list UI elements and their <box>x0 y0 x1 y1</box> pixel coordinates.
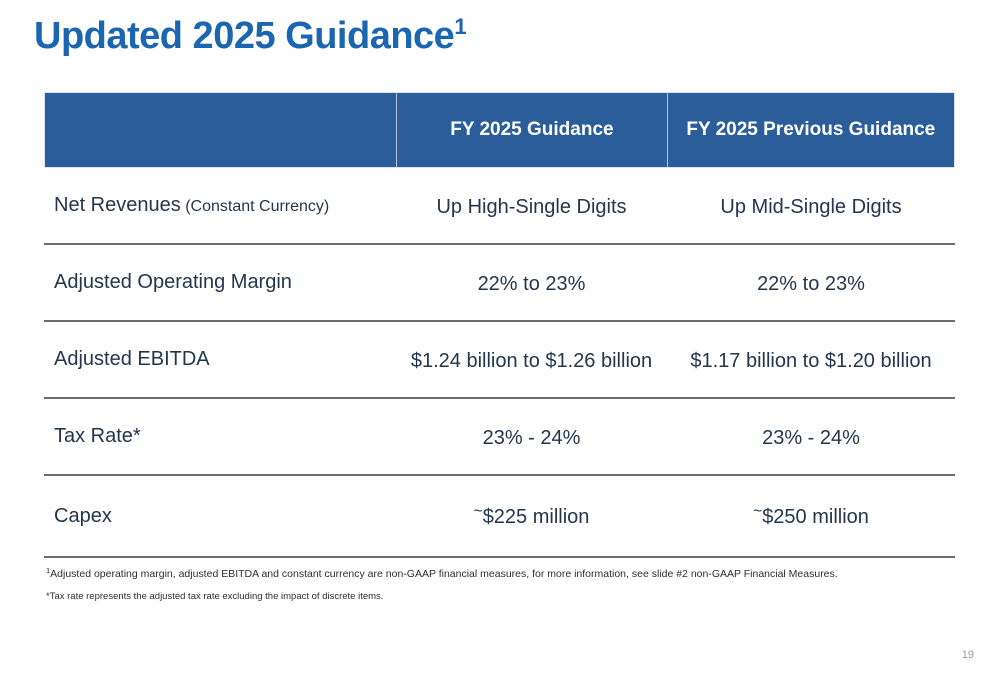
guidance-value: Up High-Single Digits <box>436 195 627 218</box>
previous-guidance-value: 22% to 23% <box>757 272 865 295</box>
row-label: Net Revenues (Constant Currency) <box>54 194 330 216</box>
guidance-value: $1.24 billion to $1.26 billion <box>410 349 653 372</box>
table-row-net-revenues <box>44 168 955 245</box>
previous-guidance-value: Up Mid-Single Digits <box>720 195 902 218</box>
row-label: Capex <box>54 504 112 527</box>
guidance-value: 23% - 24% <box>482 426 581 449</box>
row-label: Adjusted Operating Margin <box>54 271 292 293</box>
page-title <box>34 14 466 58</box>
table-row-adjusted-ebitda <box>44 322 955 399</box>
page-number: 19 <box>961 649 974 661</box>
footnote-tax-rate: *Tax rate represents the adjusted tax rate excluding the impact of discrete items. <box>46 591 384 602</box>
page-title-superscript: 1 <box>454 14 467 39</box>
header-cell-metric <box>45 93 396 167</box>
row-label: Tax Rate* <box>54 425 141 447</box>
previous-guidance-value: 23% - 24% <box>762 426 860 449</box>
header-cell-guidance: FY 2025 Guidance <box>396 93 666 167</box>
guidance-value: 22% to 23% <box>477 272 586 295</box>
page-title-text: Updated 2025 Guidance <box>34 15 455 57</box>
previous-guidance-value: $1.17 billion to $1.20 billion <box>690 349 932 372</box>
previous-guidance-value: ~$250 million <box>753 503 869 528</box>
guidance-value: ~$225 million <box>473 503 590 528</box>
footnote-non-gaap: $^1$Adjusted operating margin, adjusted EBITDA and constant currency are non-GAAP financial measures, for more information, see slide #2 non-GAAP Financial Measures. <box>46 566 838 580</box>
approx-tilde: ~ <box>753 503 763 520</box>
table-row-capex <box>44 476 955 558</box>
row-label-note: (Constant Currency) <box>180 198 330 215</box>
table-row-tax-rate <box>44 399 955 476</box>
footnote-superscript: 1 <box>46 566 51 575</box>
table-header-row <box>44 92 955 168</box>
footnote-marker: * <box>46 591 50 602</box>
header-cell-previous-guidance: FY 2025 Previous Guidance <box>667 93 954 167</box>
table-row-adjusted-operating-margin <box>44 245 955 322</box>
row-label: Adjusted EBITDA <box>54 348 210 370</box>
guidance-table <box>44 92 955 558</box>
approx-tilde: ~ <box>473 503 483 520</box>
